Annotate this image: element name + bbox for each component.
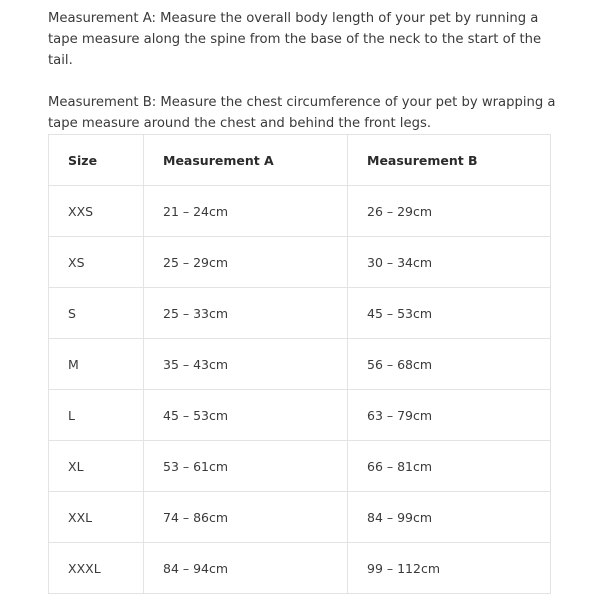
size-chart-table bbox=[48, 134, 551, 594]
cell-measurement-b: 26 – 29cm bbox=[348, 186, 551, 237]
cell-measurement-a: 21 – 24cm bbox=[144, 186, 348, 237]
cell-measurement-b: 45 – 53cm bbox=[348, 288, 551, 339]
cell-measurement-a: 53 – 61cm bbox=[144, 441, 348, 492]
header-measurement-b: Measurement B bbox=[348, 135, 551, 186]
cell-measurement-b: 66 – 81cm bbox=[348, 441, 551, 492]
header-size: Size bbox=[49, 135, 144, 186]
cell-measurement-a: 25 – 29cm bbox=[144, 237, 348, 288]
cell-size: S bbox=[49, 288, 144, 339]
measurement-b-description: Measurement B: Measure the chest circumference of your pet by wrapping a tape measure around the chest and behind the front legs. bbox=[48, 95, 556, 131]
table-row bbox=[49, 186, 551, 237]
measurement-instructions bbox=[48, 8, 558, 134]
table-row bbox=[49, 543, 551, 594]
table-row bbox=[49, 441, 551, 492]
cell-measurement-a: 35 – 43cm bbox=[144, 339, 348, 390]
cell-measurement-b: 99 – 112cm bbox=[348, 543, 551, 594]
cell-measurement-a: 74 – 86cm bbox=[144, 492, 348, 543]
cell-size: XS bbox=[49, 237, 144, 288]
cell-measurement-a: 25 – 33cm bbox=[144, 288, 348, 339]
cell-measurement-b: 30 – 34cm bbox=[348, 237, 551, 288]
table-header-row bbox=[49, 135, 551, 186]
cell-size: M bbox=[49, 339, 144, 390]
table-row bbox=[49, 390, 551, 441]
header-measurement-a: Measurement A bbox=[144, 135, 348, 186]
table-row bbox=[49, 339, 551, 390]
table-row bbox=[49, 492, 551, 543]
cell-size: XXXL bbox=[49, 543, 144, 594]
cell-size: XL bbox=[49, 441, 144, 492]
cell-measurement-b: 63 – 79cm bbox=[348, 390, 551, 441]
cell-size: L bbox=[49, 390, 144, 441]
cell-size: XXS bbox=[49, 186, 144, 237]
cell-measurement-b: 84 – 99cm bbox=[348, 492, 551, 543]
cell-size: XXL bbox=[49, 492, 144, 543]
cell-measurement-b: 56 – 68cm bbox=[348, 339, 551, 390]
table-row bbox=[49, 237, 551, 288]
cell-measurement-a: 84 – 94cm bbox=[144, 543, 348, 594]
table-row bbox=[49, 288, 551, 339]
measurement-a-description: Measurement A: Measure the overall body length of your pet by running a tape measure along the spine from the base of the neck to the start of the tail. bbox=[48, 11, 542, 68]
cell-measurement-a: 45 – 53cm bbox=[144, 390, 348, 441]
